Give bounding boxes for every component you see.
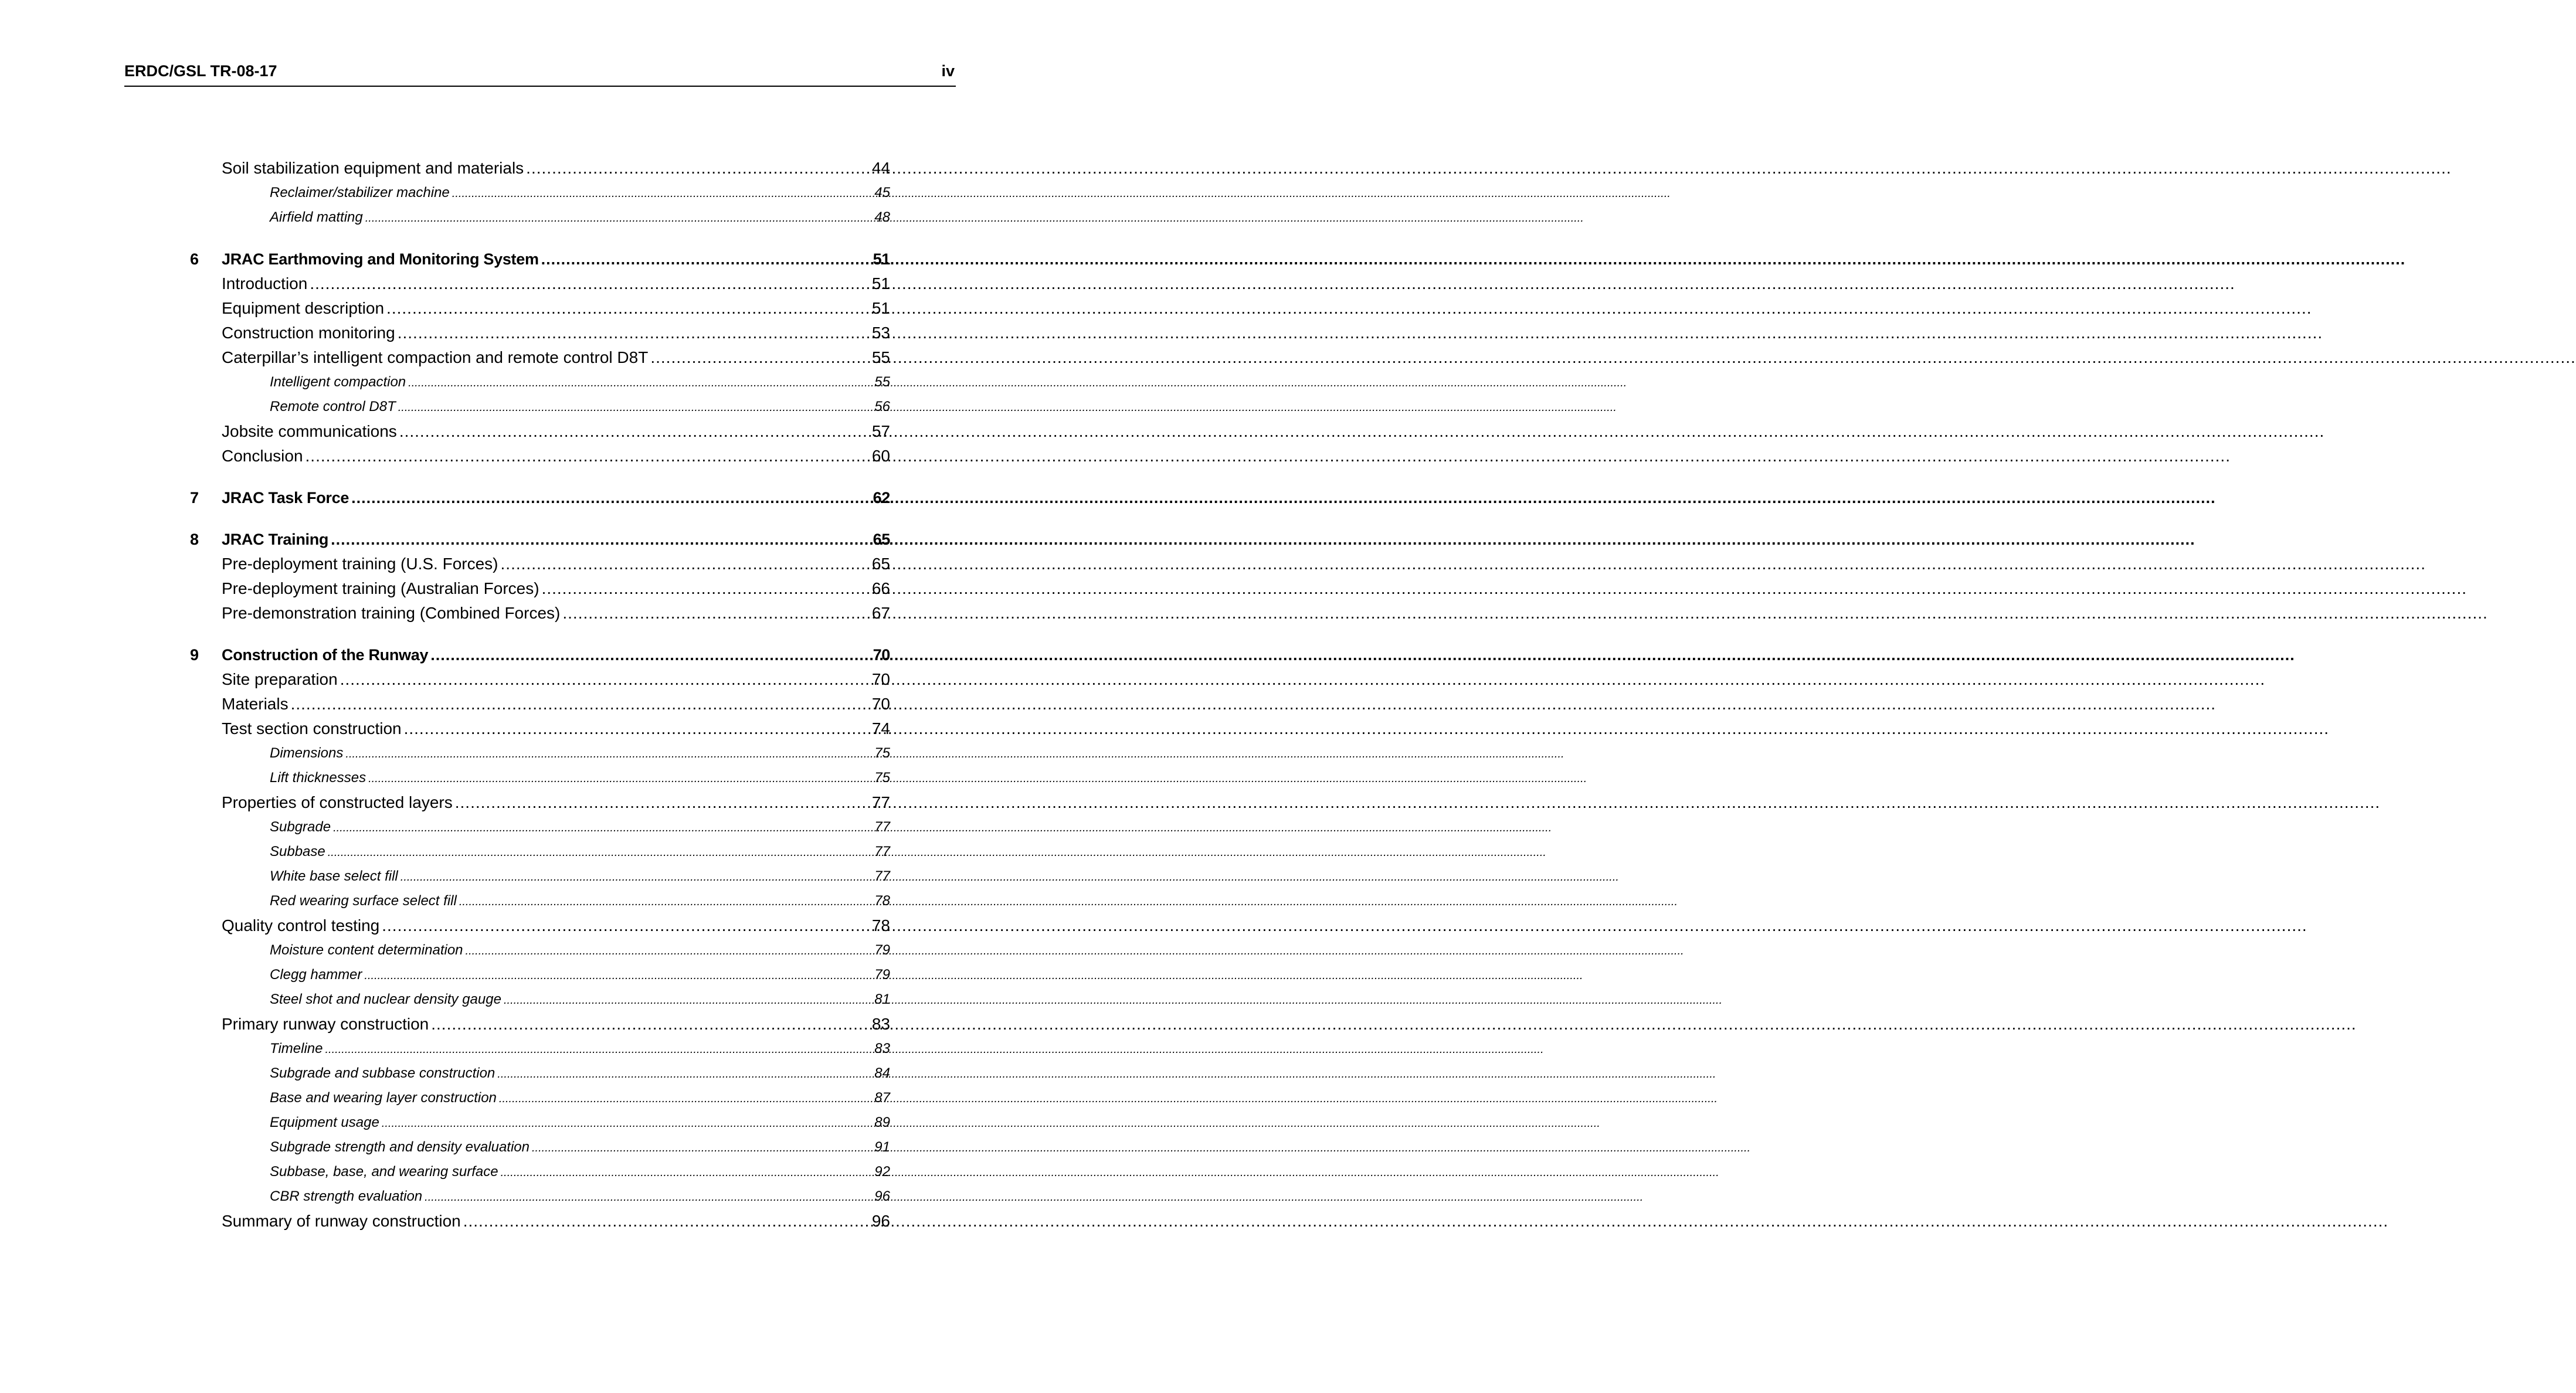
toc-dot-leader	[401, 864, 874, 889]
toc-dot-leader	[404, 716, 871, 741]
toc-section[interactable]	[222, 790, 890, 815]
toc-dot-leader	[306, 444, 871, 468]
toc-subsection[interactable]	[270, 181, 890, 205]
toc-entry-title: White base select fill	[270, 868, 398, 884]
toc-subsection[interactable]	[270, 963, 890, 987]
toc-entry-page: 65	[871, 555, 890, 573]
toc-subsection[interactable]	[270, 840, 890, 864]
toc-entry-title: Subgrade	[270, 819, 331, 835]
toc-dot-leader	[340, 667, 871, 692]
toc-entry-page: 77	[874, 844, 890, 859]
toc-entry-page: 81	[874, 991, 890, 1007]
toc-dot-leader	[466, 938, 874, 963]
toc-entry-title: Test section construction	[222, 719, 402, 738]
toc-entry-title: Airfield matting	[270, 209, 363, 225]
toc-dot-leader	[328, 840, 874, 865]
toc-entry-title: Pre-deployment training (Australian Forces)	[222, 579, 539, 597]
toc-subsection[interactable]	[270, 1135, 890, 1160]
toc-dot-leader	[365, 205, 874, 230]
toc-entry-page: 96	[871, 1212, 890, 1230]
toc-dot-leader	[408, 370, 873, 395]
toc-section[interactable]	[222, 271, 890, 296]
toc-entry-page: 55	[874, 374, 890, 390]
toc-entry-page: 60	[871, 447, 890, 465]
toc-entry-title: Properties of constructed layers	[222, 793, 453, 811]
toc-entry-title: Remote control D8T	[270, 399, 396, 414]
toc-entry-page: 70	[871, 670, 890, 688]
toc-subsection[interactable]	[270, 864, 890, 889]
toc-entry-page: 79	[874, 967, 890, 983]
toc-section[interactable]	[222, 156, 890, 181]
toc-chapter-number: 6	[190, 250, 199, 268]
toc-entry-page: 53	[871, 324, 890, 342]
toc-entry-title: Equipment usage	[270, 1115, 379, 1130]
toc-entry-title: Conclusion	[222, 447, 303, 465]
toc-section[interactable]	[222, 601, 890, 626]
toc-subsection[interactable]	[270, 1037, 890, 1061]
toc-entry-page: 48	[874, 209, 890, 225]
toc-section[interactable]	[222, 345, 890, 370]
toc-entry-page: 56	[874, 399, 890, 414]
toc-entry-title: Subgrade and subbase construction	[270, 1065, 495, 1081]
toc-subsection[interactable]	[270, 766, 890, 790]
toc-entry-page: 77	[871, 793, 890, 811]
toc-entry-page: 78	[874, 893, 890, 909]
toc-dot-leader	[368, 766, 873, 791]
toc-section[interactable]	[222, 913, 890, 938]
toc-entry-page: 57	[871, 422, 890, 440]
toc-dot-leader	[532, 1135, 873, 1160]
toc-entry-title: Lift thicknesses	[270, 770, 366, 786]
table-of-contents	[0, 156, 1077, 1234]
toc-subsection[interactable]	[270, 205, 890, 230]
toc-entry-page: 51	[873, 250, 890, 268]
toc-entry-title: Moisture content determination	[270, 942, 463, 958]
toc-section[interactable]	[222, 552, 890, 576]
toc-entry-title: Caterpillar’s intelligent compaction and remote control D8T	[222, 348, 649, 366]
toc-dot-leader	[382, 1110, 874, 1136]
toc-dot-leader	[452, 181, 874, 206]
toc-section[interactable]	[222, 296, 890, 321]
toc-entry-page: 83	[874, 1041, 890, 1056]
toc-entry-page: 96	[874, 1188, 890, 1204]
toc-section[interactable]	[222, 667, 890, 692]
toc-entry-page: 62	[873, 489, 890, 507]
page-number: iv	[941, 62, 955, 80]
toc-dot-leader	[499, 1086, 873, 1111]
toc-entry-page: 92	[874, 1164, 890, 1180]
toc-subsection[interactable]	[270, 987, 890, 1012]
toc-entry-title: Construction monitoring	[222, 324, 395, 342]
toc-entry-page: 70	[871, 695, 890, 713]
toc-section[interactable]	[222, 419, 890, 444]
toc-chapter-number: 7	[190, 489, 199, 507]
toc-dot-leader	[562, 601, 870, 626]
toc-dot-leader	[431, 1012, 871, 1037]
toc-dot-leader	[650, 345, 871, 370]
toc-entry-title: Clegg hammer	[270, 967, 362, 983]
toc-subsection[interactable]	[270, 1184, 890, 1209]
toc-dot-leader	[398, 321, 871, 345]
toc-dot-leader	[425, 1184, 873, 1209]
toc-entry-title: Subbase, base, and wearing surface	[270, 1164, 498, 1180]
toc-chapter[interactable]	[190, 247, 890, 271]
toc-dot-leader	[541, 247, 872, 271]
toc-entry-page: 87	[874, 1090, 890, 1106]
toc-dot-leader	[382, 913, 871, 938]
toc-chapter[interactable]	[190, 527, 890, 552]
toc-dot-leader	[455, 790, 871, 815]
toc-entry-title: Site preparation	[222, 670, 338, 688]
toc-entry-title: JRAC Earthmoving and Monitoring System	[222, 250, 539, 268]
toc-section[interactable]	[222, 576, 890, 601]
toc-entry-page: 77	[874, 868, 890, 884]
toc-dot-leader	[291, 692, 871, 716]
toc-chapter-number: 9	[190, 646, 199, 664]
toc-dot-leader	[463, 1209, 871, 1234]
toc-entry-page: 70	[873, 646, 890, 664]
toc-dot-leader	[501, 1160, 874, 1185]
toc-subsection[interactable]	[270, 1160, 890, 1184]
page-header	[124, 62, 956, 87]
toc-entry-title: Subbase	[270, 844, 325, 859]
toc-entry-page: 84	[874, 1065, 890, 1081]
toc-subsection[interactable]	[270, 395, 890, 419]
toc-dot-leader	[430, 643, 871, 667]
toc-section[interactable]	[222, 692, 890, 716]
toc-dot-leader	[497, 1061, 873, 1086]
toc-entry-page: 83	[871, 1015, 890, 1033]
toc-dot-leader	[345, 741, 873, 766]
toc-subsection[interactable]	[270, 889, 890, 913]
toc-entry-title: JRAC Training	[222, 531, 329, 548]
toc-section[interactable]	[222, 1012, 890, 1037]
toc-entry-page: 65	[873, 531, 890, 548]
toc-entry-title: Reclaimer/stabilizer machine	[270, 185, 450, 201]
toc-entry-title: Steel shot and nuclear density gauge	[270, 991, 501, 1007]
toc-entry-title: Timeline	[270, 1041, 323, 1056]
toc-section[interactable]	[222, 321, 890, 345]
toc-entry-title: JRAC Task Force	[222, 489, 349, 507]
toc-entry-title: Intelligent compaction	[270, 374, 406, 390]
toc-subsection[interactable]	[270, 370, 890, 395]
toc-entry-page: 75	[874, 770, 890, 786]
document-id: ERDC/GSL TR-08-17	[124, 62, 277, 80]
toc-entry-page: 89	[874, 1115, 890, 1130]
toc-entry-page: 78	[871, 916, 890, 935]
toc-subsection[interactable]	[270, 938, 890, 963]
toc-entry-page: 67	[871, 604, 890, 622]
toc-entry-page: 55	[871, 348, 890, 366]
toc-entry-title: Subgrade strength and density evaluation	[270, 1139, 530, 1155]
toc-chapter-number: 8	[190, 531, 199, 548]
toc-entry-page: 74	[871, 719, 890, 738]
toc-entry-page: 91	[874, 1139, 890, 1155]
toc-entry-page: 44	[871, 159, 890, 177]
toc-entry-title: Jobsite communications	[222, 422, 397, 440]
toc-subsection[interactable]	[270, 815, 890, 840]
toc-dot-leader	[504, 987, 873, 1013]
toc-entry-title: Pre-demonstration training (Combined Forces)	[222, 604, 561, 622]
toc-section[interactable]	[222, 1209, 890, 1234]
toc-entry-title: Dimensions	[270, 745, 344, 761]
toc-chapter[interactable]	[190, 643, 890, 667]
toc-entry-page: 66	[871, 579, 890, 597]
toc-entry-page: 75	[874, 745, 890, 761]
toc-entry-title: Pre-deployment training (U.S. Forces)	[222, 555, 498, 573]
toc-entry-title: Construction of the Runway	[222, 646, 429, 664]
toc-subsection[interactable]	[270, 1110, 890, 1135]
toc-dot-leader	[351, 485, 871, 510]
toc-entry-page: 79	[874, 942, 890, 958]
toc-dot-leader	[398, 395, 874, 420]
toc-entry-title: Introduction	[222, 274, 308, 293]
toc-entry-page: 51	[871, 274, 890, 293]
toc-entry-title: Red wearing surface select fill	[270, 893, 457, 909]
toc-entry-title: Equipment description	[222, 299, 385, 317]
toc-entry-title: Materials	[222, 695, 289, 713]
toc-dot-leader	[325, 1037, 873, 1062]
toc-dot-leader	[399, 419, 871, 444]
toc-entry-title: Base and wearing layer construction	[270, 1090, 497, 1106]
toc-entry-title: CBR strength evaluation	[270, 1188, 423, 1204]
toc-entry-page: 45	[874, 185, 890, 201]
toc-entry-title: Summary of runway construction	[222, 1212, 461, 1230]
toc-entry-title: Quality control testing	[222, 916, 380, 935]
toc-entry-page: 77	[874, 819, 890, 835]
toc-dot-leader	[501, 552, 871, 576]
toc-dot-leader	[542, 576, 871, 601]
toc-dot-leader	[333, 815, 873, 840]
toc-subsection[interactable]	[270, 1061, 890, 1086]
toc-dot-leader	[386, 296, 871, 321]
toc-dot-leader	[364, 963, 873, 988]
toc-entry-title: Soil stabilization equipment and materials	[222, 159, 524, 177]
toc-dot-leader	[331, 527, 871, 552]
toc-dot-leader	[526, 156, 871, 181]
toc-entry-title: Primary runway construction	[222, 1015, 429, 1033]
toc-dot-leader	[459, 889, 873, 914]
toc-dot-leader	[310, 271, 871, 296]
toc-chapter[interactable]	[190, 485, 890, 510]
toc-entry-page: 51	[871, 299, 890, 317]
toc-subsection[interactable]	[270, 741, 890, 766]
toc-subsection[interactable]	[270, 1086, 890, 1110]
toc-section[interactable]	[222, 444, 890, 468]
toc-section[interactable]	[222, 716, 890, 741]
